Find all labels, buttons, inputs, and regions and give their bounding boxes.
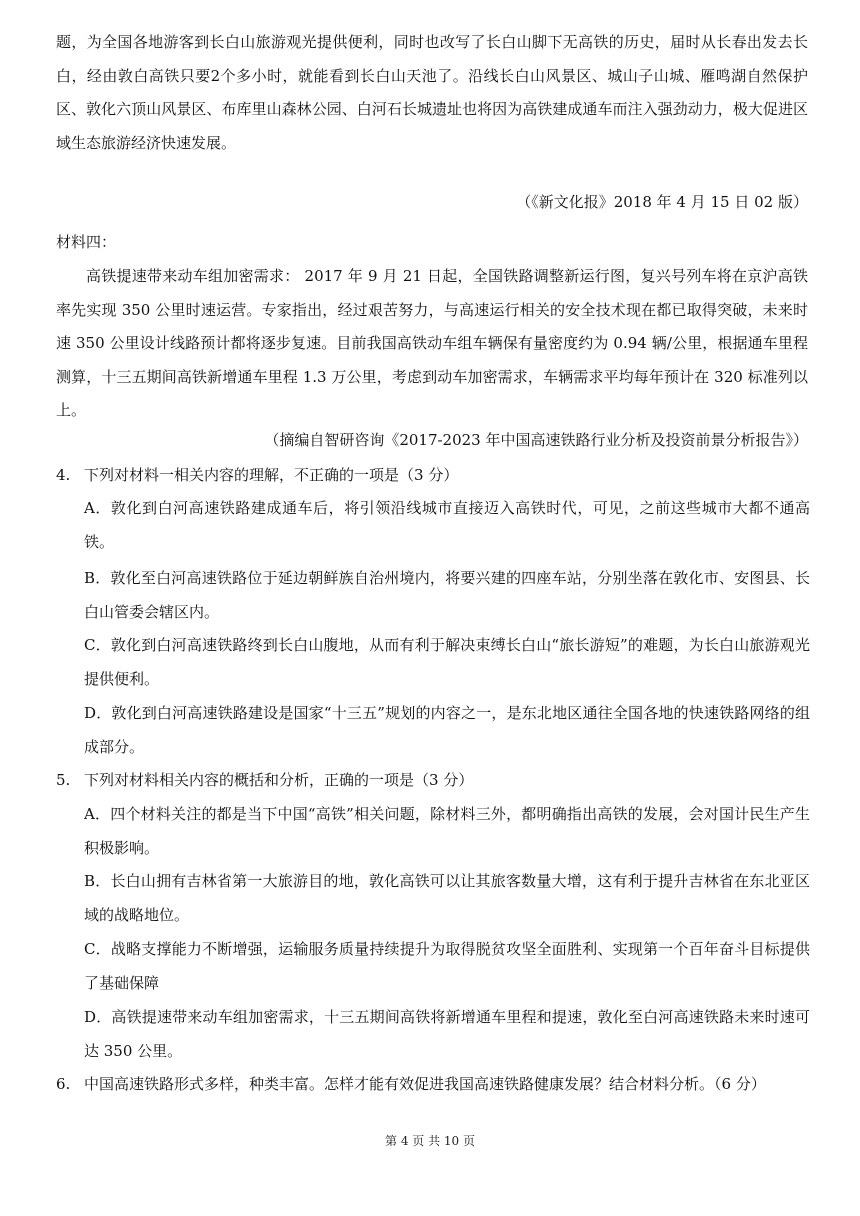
option-text: B．敦化至白河高速铁路位于延边朝鲜族自治州境内，将要兴建的四座车站，分别坐落在敦化市、安图县、长白山管委会辖区内。 <box>84 569 810 621</box>
q4-option-a[interactable] <box>84 492 810 559</box>
option-text: C．敦化到白河高速铁路终到长白山腹地，从而有利于解决束缚长白山“旅长游短”的难题，为长白山旅游观光提供便利。 <box>84 636 810 688</box>
q5-option-b[interactable] <box>84 865 810 932</box>
source-citation-material-3: （《新文化报》2018 年 4 月 15 日 02 版） <box>516 193 808 211</box>
q5-option-d[interactable] <box>84 1001 810 1068</box>
question-6 <box>56 1068 808 1101</box>
option-text: A．四个材料关注的都是当下中国“高铁”相关问题，除材料三外，都明确指出高铁的发展，会对国计民生产生积极影响。 <box>84 805 810 857</box>
question-5 <box>56 764 808 797</box>
question-number: 4. <box>56 466 71 484</box>
question-stem: 中国高速铁路形式多样，种类丰富。怎样才能有效促进我国高速铁路健康发展？结合材料分析。（6 分） <box>84 1075 766 1093</box>
q5-option-a[interactable] <box>84 798 810 865</box>
question-stem: 下列对材料相关内容的概括和分析，正确的一项是（3 分） <box>84 771 474 789</box>
paragraph-text: 题，为全国各地游客到长白山旅游观光提供便利，同时也改写了长白山脚下无高铁的历史，届时从长春出发去长白，经由敦白高铁只要2个多小时，就能看到长白山天池了。沿线长白山风景区、城山子山城、雁鸣湖自然保护区、敦化六顶山风景区、布库里山森林公园、白河石长城遗址也将因为高铁建成通车而注入强劲动力，极大促进区域生态旅游经济快速发展。 <box>56 33 808 152</box>
question-number: 5. <box>56 771 71 789</box>
question-4 <box>56 459 808 492</box>
option-text: D．高铁提速带来动车组加密需求，十三五期间高铁将新增通车里程和提速，敦化至白河高速铁路未来时速可达 350 公里。 <box>84 1008 810 1060</box>
option-text: B．长白山拥有吉林省第一大旅游目的地，敦化高铁可以让其旅客数量大增，这有利于提升吉林省在东北亚区域的战略地位。 <box>84 872 810 924</box>
option-text: A．敦化到白河高速铁路建成通车后，将引领沿线城市直接迈入高铁时代，可见，之前这些城市大都不通高铁。 <box>84 499 810 551</box>
option-text: D．敦化到白河高速铁路建设是国家“十三五”规划的内容之一，是东北地区通往全国各地的快速铁路网络的组成部分。 <box>84 704 810 756</box>
paragraph-text: 高铁提速带来动车组加密需求： 2017 年 9 月 21 日起，全国铁路调整新运行图，复兴号列车将在京沪高铁率先实现 350 公里时速运营。专家指出，经过艰苦努力，与高速运行相关的安全技术现在都已取得突破，未来时速 350 公里设计线路预计都将逐步复速。目前我国高铁动车组车辆保有量密度约为 0.94 辆/公里，根据通车里程测算，十三五期间高铁新增通车里程 1.3 万公里，考虑到动车加密需求，车辆需求平均每年预计在 320 标准列以上。 <box>56 267 808 419</box>
material-4-label: 材料四： <box>56 233 117 251</box>
page-footer: 第 4 页 共 10 页 <box>385 1134 475 1148</box>
question-stem: 下列对材料一相关内容的理解，不正确的一项是（3 分） <box>84 466 459 484</box>
material-3-continued <box>56 26 808 160</box>
q5-option-c[interactable] <box>84 933 810 1000</box>
q4-option-b[interactable] <box>84 562 810 629</box>
source-citation-material-4: （摘编自智研咨询《2017-2023 年中国高速铁路行业分析及投资前景分析报告》） <box>264 431 808 449</box>
option-text: C．战略支撑能力不断增强，运输服务质量持续提升为取得脱贫攻坚全面胜利、实现第一个百年奋斗目标提供了基础保障 <box>84 940 810 992</box>
q4-option-c[interactable] <box>84 629 810 696</box>
q4-option-d[interactable] <box>84 697 810 764</box>
material-4-body <box>56 260 808 428</box>
question-number: 6. <box>56 1075 71 1093</box>
